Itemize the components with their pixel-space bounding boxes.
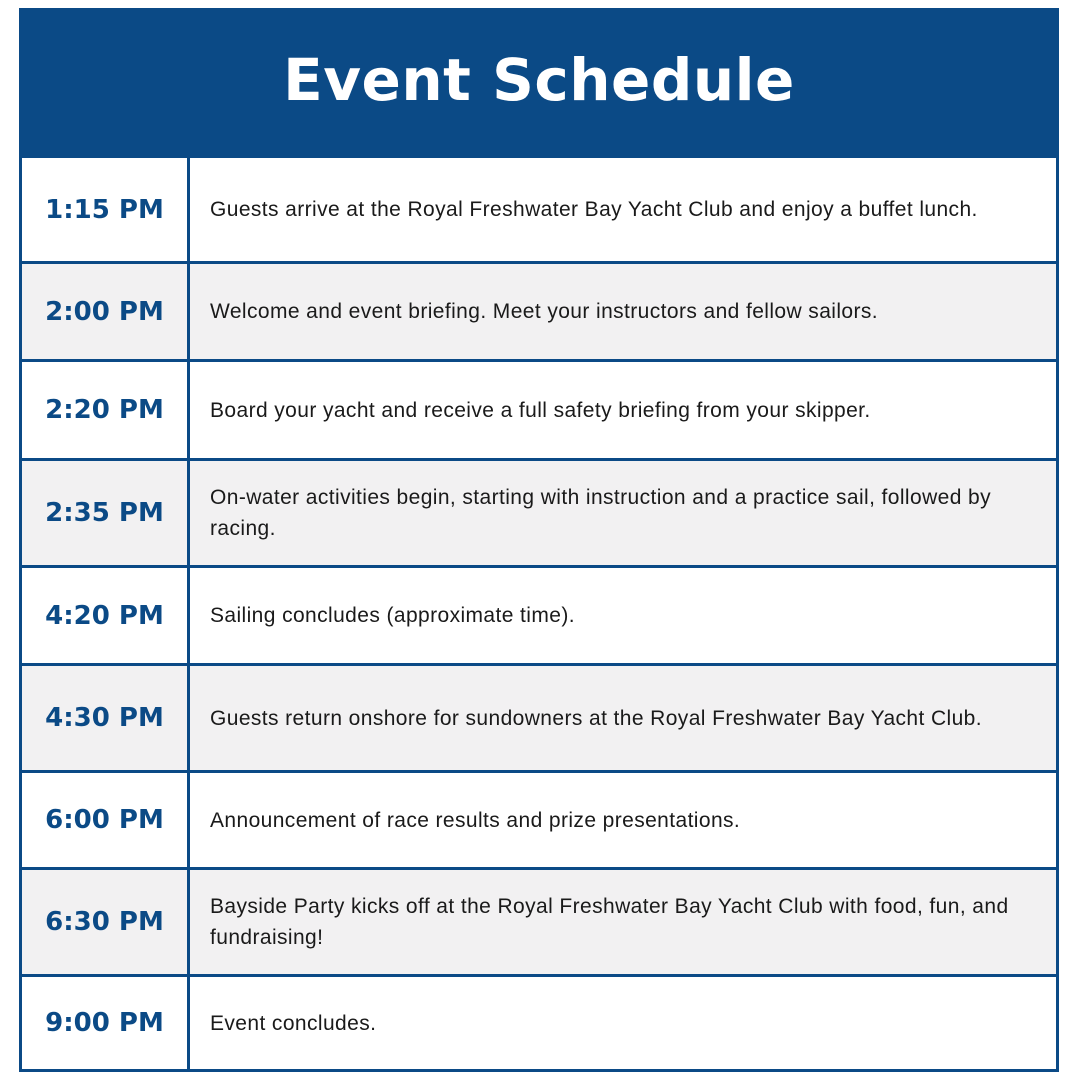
schedule-time: 6:00 PM — [22, 773, 187, 867]
schedule-row — [22, 158, 1056, 261]
schedule-row — [22, 870, 1056, 974]
schedule-time: 4:20 PM — [22, 568, 187, 663]
schedule-description: Event concludes. — [190, 977, 1056, 1069]
event-schedule-table — [19, 8, 1059, 1072]
schedule-row — [22, 977, 1056, 1069]
schedule-time: 9:00 PM — [22, 977, 187, 1069]
schedule-row — [22, 461, 1056, 565]
schedule-time: 1:15 PM — [22, 158, 187, 261]
page-title: Event Schedule — [283, 46, 795, 114]
schedule-description: Welcome and event briefing. Meet your instructors and fellow sailors. — [190, 264, 1056, 359]
schedule-description: Guests arrive at the Royal Freshwater Bay Yacht Club and enjoy a buffet lunch. — [190, 158, 1056, 261]
schedule-time: 4:30 PM — [22, 666, 187, 770]
schedule-description: Guests return onshore for sundowners at the Royal Freshwater Bay Yacht Club. — [190, 666, 1056, 770]
schedule-description: Board your yacht and receive a full safety briefing from your skipper. — [190, 362, 1056, 458]
schedule-row — [22, 666, 1056, 770]
schedule-time: 2:00 PM — [22, 264, 187, 359]
schedule-time: 2:35 PM — [22, 461, 187, 565]
schedule-time: 2:20 PM — [22, 362, 187, 458]
schedule-row — [22, 264, 1056, 359]
schedule-header — [22, 11, 1056, 155]
schedule-time: 6:30 PM — [22, 870, 187, 974]
schedule-description: Sailing concludes (approximate time). — [190, 568, 1056, 663]
schedule-row — [22, 362, 1056, 458]
schedule-row — [22, 568, 1056, 663]
schedule-row — [22, 773, 1056, 867]
schedule-rows — [22, 155, 1056, 1069]
schedule-description: Bayside Party kicks off at the Royal Freshwater Bay Yacht Club with food, fun, and fundraising! — [190, 870, 1056, 974]
schedule-description: Announcement of race results and prize presentations. — [190, 773, 1056, 867]
schedule-description: On-water activities begin, starting with instruction and a practice sail, followed by racing. — [190, 461, 1056, 565]
